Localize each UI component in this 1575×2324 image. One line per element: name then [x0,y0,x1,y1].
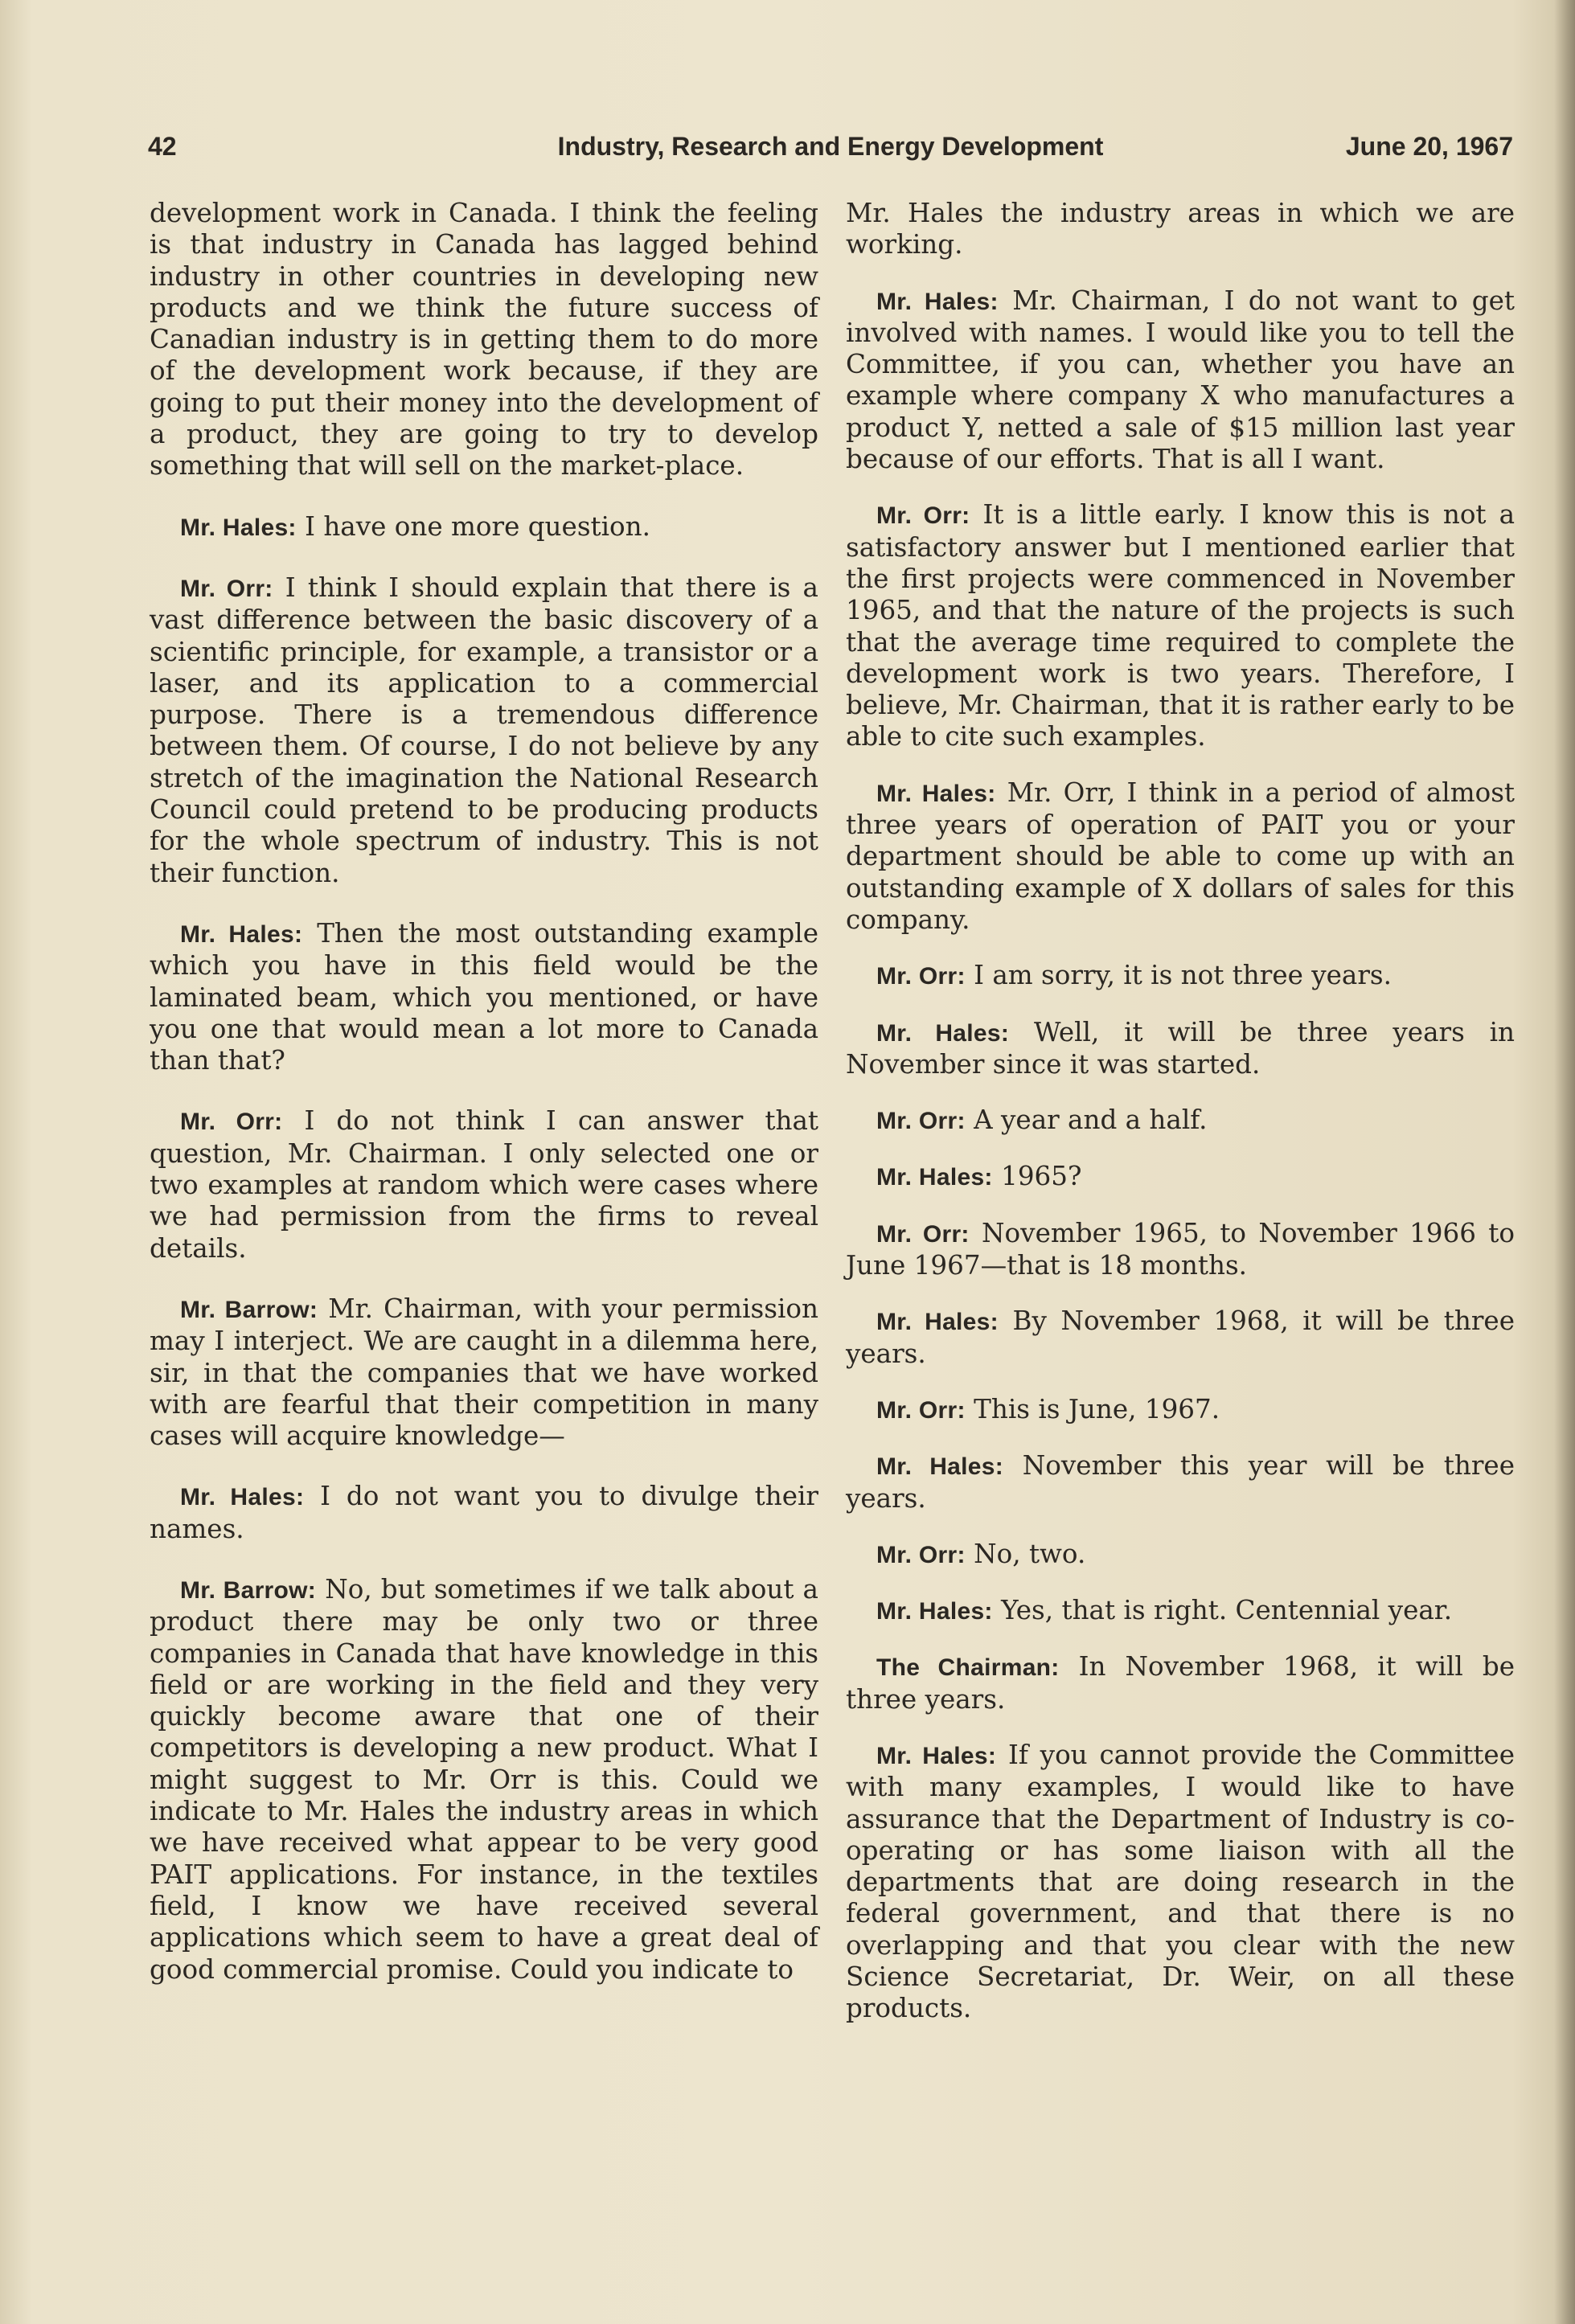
paragraph-text: This is June, 1967. [974,1393,1220,1424]
paragraph-text: No, two. [974,1538,1086,1569]
paragraph-text: It is a little early. I know this is not a satisfactory answer but I mentioned earlier that the first projects were commenced in November 1965, and that the nature of the projects is such that the average time required to complete the development work is two years. Therefore, I believe, Mr. Chairman, that it is rather early to be able to cite such examples. [846,499,1515,752]
paragraph [846,1450,1515,1514]
speaker-name: Mr. Hales: [876,1742,997,1769]
paragraph [846,1740,1515,2025]
speaker-name: Mr. Hales: [180,920,303,948]
paragraph-text: Mr. Orr, I think in a period of almost three years of operation of PAIT you or your department should be able to come up with an outstanding example of X dollars of sales for this company. [846,777,1516,935]
paragraph-text: 1965? [1001,1161,1082,1192]
paragraph [150,918,818,1076]
speaker-name: Mr. Hales: [876,780,996,807]
speaker-name: Mr. Orr: [180,575,273,602]
paragraph [846,1595,1515,1627]
speaker-name: Mr. Hales: [876,1309,999,1336]
paragraph [846,198,1515,261]
page-edge-shadow [1554,0,1575,2324]
paragraph [150,1105,818,1264]
paragraph-text: Mr. Chairman, with your permission may I interject. We are caught in a dilemma here, sir, in that the companies that we have worked with are fearful that their competition in many cases will acquire knowledge— [150,1293,818,1452]
paragraph-text: I do not want you to divulge their names. [150,1481,818,1544]
paragraph [846,1161,1515,1193]
speaker-name: Mr. Orr: [876,1220,970,1248]
running-header [148,129,1513,167]
paragraph-text: I think I should explain that there is a vast difference between the basic discovery of a scientific principle, for example, a transistor or a laser, and its application to a commercial purpose. There is a tremendous difference between them. Of course, I do not believe by any stretch of the imagination the National Research Council could pretend to be producing products for the whole spectrum of industry. This is not their function. [150,572,818,888]
paragraph-text: No, but sometimes if we talk about a product there may be only two or three companies in Canada that have knowledge in this field or are working in the field and they very quickly become aware that one of their competitors is developing a new product. What I might suggest to Mr. Orr is this. Could we indicate to Mr. Hales the industry areas in which we have received what appear to be very good PAIT applications. For instance, in the textiles field, I know we have received several applications which seem to have a great deal of good commercial promise. Could you indicate to [150,1573,818,1985]
paragraph-text: November 1965, to November 1966 to June 1967—that is 18 months. [846,1217,1516,1281]
paragraph-text: I do not think I can answer that question, Mr. Chairman. I only selected one or two examples at random which were cases where we had permission from the firms to reveal details. [150,1105,818,1264]
speaker-name: Mr. Orr: [876,963,966,990]
speaker-name: Mr. Orr: [876,502,970,530]
speaker-name: Mr. Barrow: [180,1296,318,1323]
paragraph-text: Then the most outstanding example which you have in this field would be the laminated beam, which you mentioned, or have you one that would mean a lot more to Canada than that? [150,917,818,1076]
paragraph [846,1305,1515,1370]
speaker-name: Mr. Hales: [876,1019,1010,1047]
paragraph [846,1017,1515,1081]
paragraph [846,960,1515,992]
speaker-name: Mr. Orr: [180,1109,283,1136]
running-title: Industry, Research and Energy Development [557,132,1104,161]
speaker-name: Mr. Hales: [180,514,297,541]
right-column [846,198,1515,2049]
paragraph [846,1539,1515,1571]
paragraph [846,1218,1515,1282]
paragraph [846,499,1515,752]
paragraph [150,572,818,889]
speaker-name: Mr. Orr: [876,1108,966,1135]
paragraph-text: November this year will be three years. [846,1450,1515,1514]
speaker-name: Mr. Hales: [180,1484,305,1511]
paragraph-text: Yes, that is right. Centennial year. [1001,1595,1453,1626]
paragraph [846,1105,1515,1137]
paragraph-text: Well, it will be three years in November since it was started. [846,1016,1515,1080]
paragraph-text: A year and a half. [974,1105,1208,1136]
paragraph [846,777,1515,936]
paragraph-text: Mr. Chairman, I do not want to get involved with names. I would like you to tell the Committee, if you can, whether you have an example where company X who manufactures a product Y, netted a sale of $15 million last year because of our efforts. That is all I want. [846,285,1515,475]
paragraph [846,285,1515,476]
paragraph-text: development work in Canada. I think the feeling is that industry in Canada has lagged behind industry in other countries in developing new products and we think the future success of Canadian industry is in getting them to do more of the development work because, if they are going to put their money into the development of a product, they are going to try to develop something that will sell on the market-place. [150,198,818,482]
page-number: 42 [148,132,177,161]
paragraph [150,511,818,543]
paragraph-text: By November 1968, it will be three years. [846,1305,1515,1369]
speaker-name: The Chairman: [876,1654,1060,1682]
paragraph-text: I have one more question. [305,510,651,542]
speaker-name: Mr. Barrow: [180,1576,317,1604]
paragraph [150,198,818,482]
paragraph-text: I am sorry, it is not three years. [974,960,1392,991]
paragraph-text: Mr. Hales the industry areas in which we are working. [846,198,1515,260]
left-column [150,198,818,2015]
speaker-name: Mr. Hales: [876,288,999,315]
speaker-name: Mr. Hales: [876,1453,1004,1481]
paragraph-text: If you cannot provide the Committee with many examples, I would like to have assurance that the Department of Industry is co-operating or has some liaison with all the departments that are doing research in the federal government, and that there is no overlapping and that you clear with the new Science Secretariat, Dr. Weir, on all these products. [846,1739,1515,2024]
paragraph [846,1651,1515,1715]
paragraph-text: In November 1968, it will be three years. [846,1651,1515,1715]
paragraph [846,1394,1515,1426]
paragraph [150,1574,818,1986]
header-date: June 20, 1967 [1345,132,1513,161]
paragraph [150,1481,818,1545]
speaker-name: Mr. Hales: [876,1164,993,1191]
speaker-name: Mr. Hales: [876,1598,993,1625]
speaker-name: Mr. Orr: [876,1396,966,1424]
paragraph [150,1293,818,1452]
speaker-name: Mr. Orr: [876,1541,966,1568]
